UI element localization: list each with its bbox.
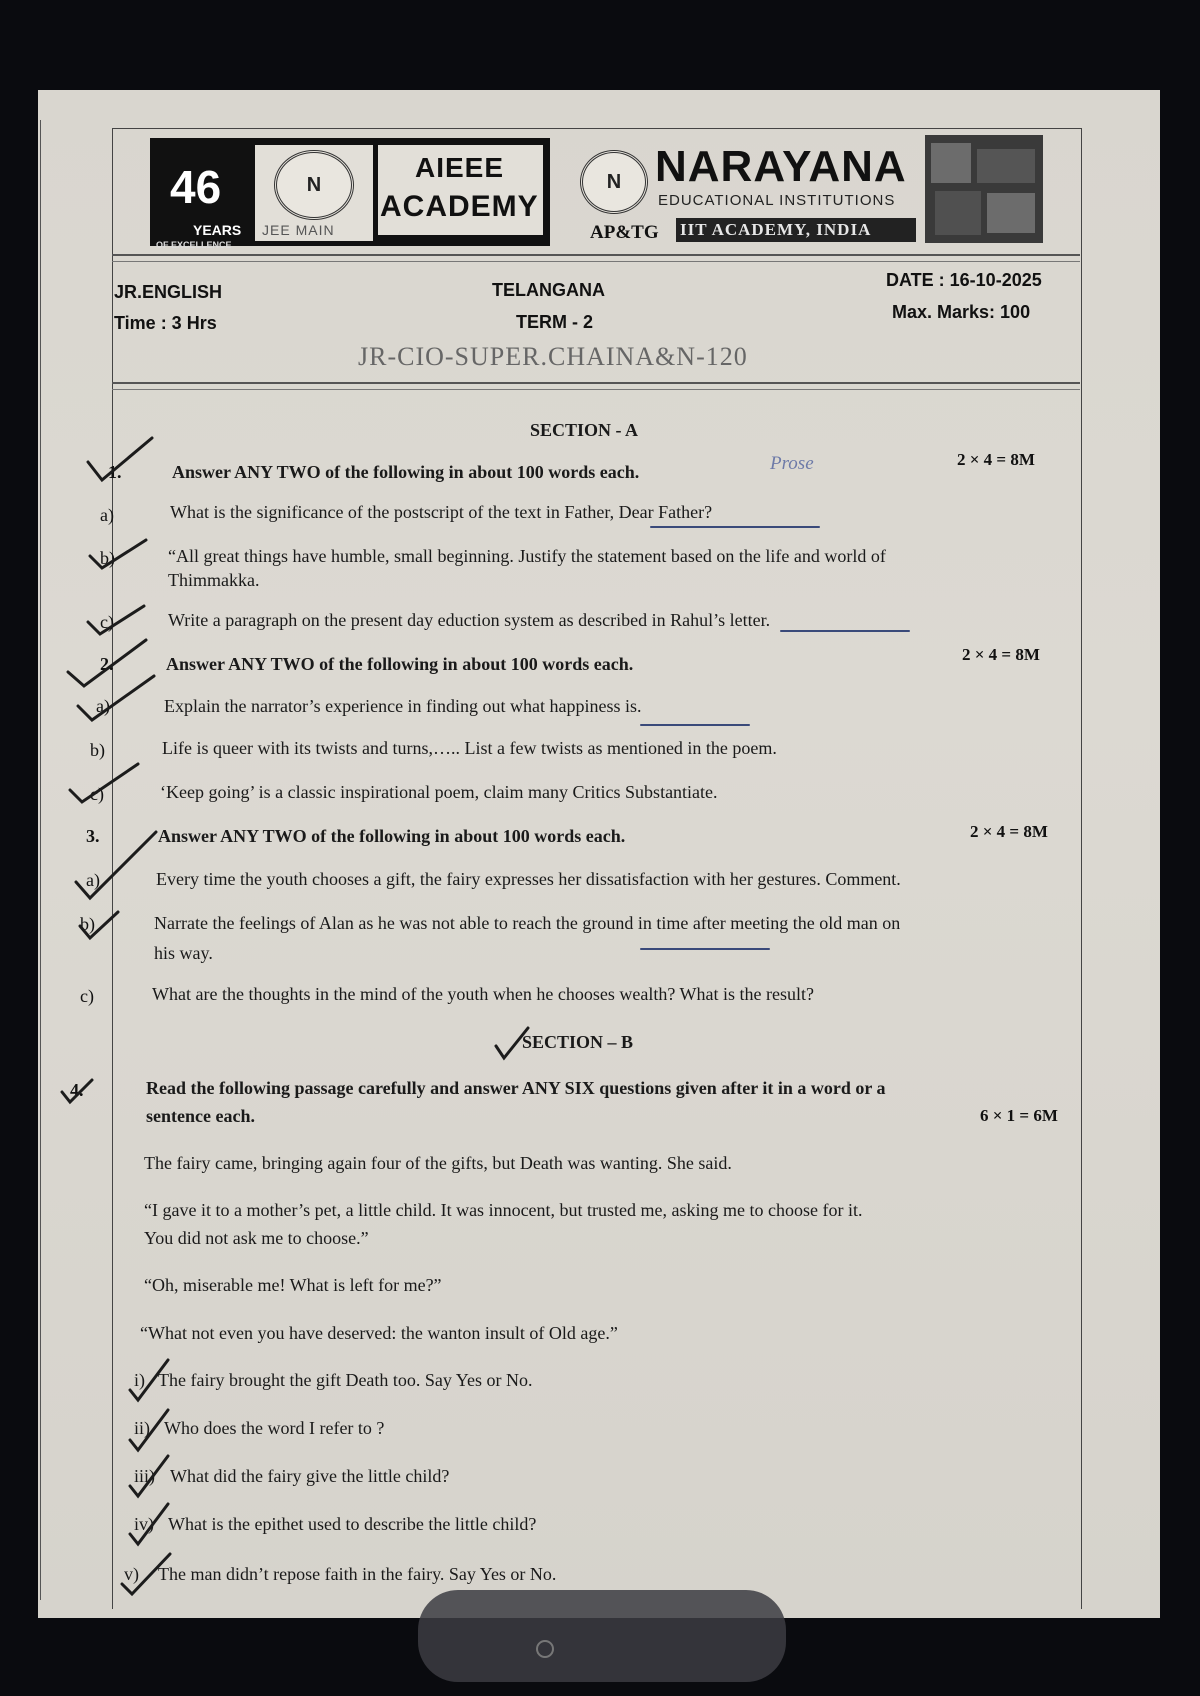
brand-subtitle: EDUCATIONAL INSTITUTIONS [658,192,896,209]
pen-underline [780,630,910,632]
q4-v-label: v) [124,1564,139,1584]
passage-line-3: You did not ask me to choose.” [144,1228,369,1248]
narayana-emblem-icon-2: N [580,150,648,214]
q4-instruction: Read the following passage carefully and answer ANY SIX questions given after it in a word or a [146,1078,886,1098]
q4-v-text: The man didn’t repose faith in the fairy. Say Yes or No. [158,1564,557,1584]
q3a-label: a) [86,870,100,890]
tick-mark-icon [124,1404,174,1454]
q4-marks: 6 × 1 = 6M [980,1106,1058,1125]
q3b-text: Narrate the feelings of Alan as he was not able to reach the ground in time after meeting the old man on [154,913,901,933]
q3-number: 3. [86,826,100,846]
q2b-text: Life is queer with its twists and turns,….. List a few twists as mentioned in the poem. [162,738,777,758]
tick-mark-icon [84,534,154,574]
q4-iii-text: What did the fairy give the little child? [170,1466,450,1486]
q3-instruction: Answer ANY TWO of the following in about 100 words each. [158,826,626,846]
iit-academy-label: IIT ACADEMY, INDIA [680,220,872,239]
q4-iv-label: iv) [134,1514,154,1534]
tick-mark-icon [124,1498,174,1548]
info-rule [112,382,1080,390]
narayana-emblem-icon: N [274,150,354,220]
tick-mark-icon [116,1548,176,1598]
q4-i-label: i) [134,1370,145,1390]
years-sub: OF EXCELLENCE [156,240,232,250]
q4-number: 4. [70,1080,84,1100]
tick-mark-icon [72,666,162,726]
term: TERM - 2 [516,312,594,332]
q1-number: 1. [108,462,122,482]
paper-code: JR-CIO-SUPER.CHAINA&N-120 [358,342,748,371]
q3c-label: c) [80,986,94,1006]
q3c-text: What are the thoughts in the mind of the youth when he chooses wealth? What is the result? [152,984,814,1004]
subject: JR.ENGLISH [114,282,223,302]
q1-instruction: Answer ANY TWO of the following in about 100 words each. [172,462,640,482]
tick-mark-icon [64,758,144,808]
tick-mark-icon [124,1450,174,1500]
q2a-label: a) [96,696,110,716]
pill-indicator-icon [536,1640,554,1658]
q2-marks: 2 × 4 = 8M [962,645,1040,664]
q2a-text: Explain the narrator’s experience in finding out what happiness is. [164,696,642,716]
header-rule [112,254,1080,262]
tick-mark-icon [124,1354,174,1404]
q2-number: 2. [100,654,114,674]
q1b-text-cont: Thimmakka. [168,570,260,590]
q3b-label: b) [80,914,95,934]
years-number: 46 [170,161,222,213]
passage-line-2: “I gave it to a mother’s pet, a little child. It was innocent, but trusted me, asking me to choose for it. [144,1200,863,1220]
margin-note-prose: Prose [770,453,814,474]
section-a-title: SECTION - A [530,420,639,440]
pen-underline [640,724,750,726]
section-b-title: SECTION – B [522,1032,634,1052]
q4-i-text: The fairy brought the gift Death too. Say Yes or No. [158,1370,533,1390]
q3-marks: 2 × 4 = 8M [970,822,1048,841]
q1-marks: 2 × 4 = 8M [957,450,1035,469]
exam-time: Time : 3 Hrs [114,313,217,333]
jee-main-label: JEE MAIN [262,222,335,238]
q1c-label: c) [100,612,114,632]
q1b-text: “All great things have humble, small beginning. Justify the statement based on the life and world of [168,546,886,566]
aptg-label: AP&TG [590,222,659,243]
q1b-label: b) [100,548,115,568]
passage-line-5: “What not even you have deserved: the wanton insult of Old age.” [140,1323,618,1343]
max-marks: Max. Marks: 100 [892,302,1031,322]
q4-instruction-cont: sentence each. [146,1106,255,1126]
q1a-label: a) [100,505,114,525]
brand-title: NARAYANA [655,142,907,191]
q4-ii-label: ii) [134,1418,150,1438]
tick-mark-icon [70,826,160,906]
pen-underline [650,526,820,528]
tick-mark-icon [80,432,160,492]
exam-date: DATE : 16-10-2025 [886,270,1042,290]
state: TELANGANA [492,280,605,300]
q3a-text: Every time the youth chooses a gift, the fairy expresses her dissatisfaction with her gestures. Comment. [156,869,901,889]
passage-line-4: “Oh, miserable me! What is left for me?” [144,1275,442,1295]
tick-mark-icon [492,1024,532,1064]
pen-underline [640,948,770,950]
tick-mark-icon [58,1076,98,1106]
passage-line-1: The fairy came, bringing again four of the gifts, but Death was wanting. She said. [144,1153,732,1173]
viewer-control-pill[interactable] [418,1590,786,1682]
aieee-label: AIEEE [415,152,505,183]
q2c-text: ‘Keep going’ is a classic inspirational poem, claim many Critics Substantiate. [160,782,718,802]
q1a-text: What is the significance of the postscript of the text in Father, Dear Father? [170,502,713,522]
q2b-label: b) [90,740,105,760]
q4-iii-label: iii) [134,1466,155,1486]
academy-label: ACADEMY [380,190,539,223]
photo-collage [925,135,1043,243]
q1c-text: Write a paragraph on the present day eduction system as described in Rahul’s letter. [168,610,771,630]
q2-instruction: Answer ANY TWO of the following in about 100 words each. [166,654,634,674]
q2c-label: c) [90,784,104,804]
q3b-text-cont: his way. [154,943,213,963]
q4-ii-text: Who does the word I refer to ? [164,1418,385,1438]
tick-mark-icon [74,906,124,946]
years-label: YEARS [193,222,242,238]
q4-iv-text: What is the epithet used to describe the little child? [168,1514,537,1534]
